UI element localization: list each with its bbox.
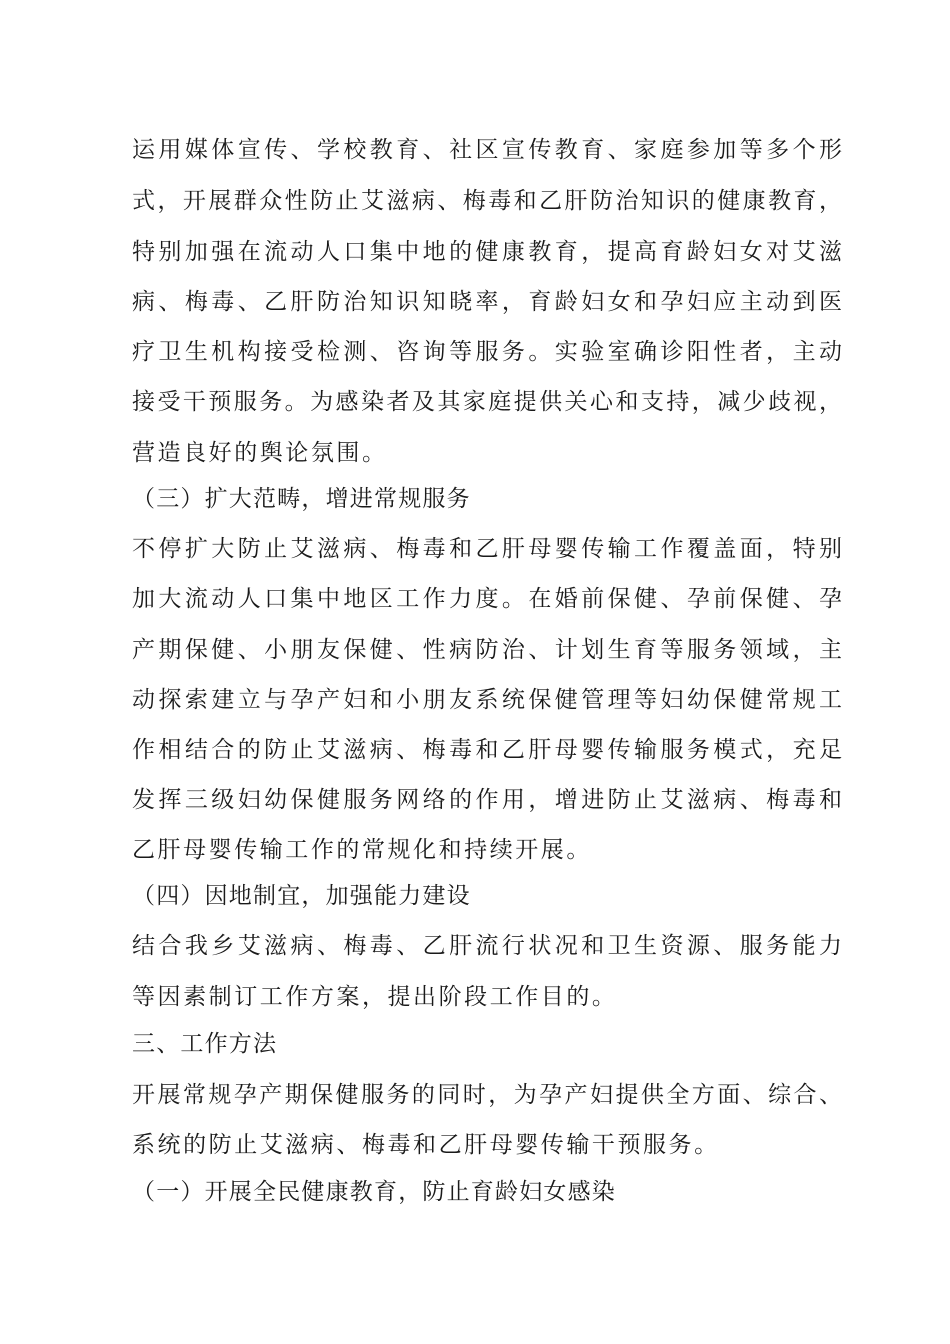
paragraph-line: 接受干预服务。为感染者及其家庭提供关心和支持，减少歧视， <box>132 389 842 415</box>
paragraph-line: 疗卫生机构接受检测、咨询等服务。实验室确诊阳性者，主动 <box>132 339 842 365</box>
paragraph-line: 动探索建立与孕产妇和小朋友系统保健管理等妇幼保健常规工 <box>132 687 842 713</box>
paragraph-line: 病、梅毒、乙肝防治知识知晓率，育龄妇女和孕妇应主动到医 <box>132 289 842 315</box>
paragraph-line: 式，开展群众性防止艾滋病、梅毒和乙肝防治知识的健康教育， <box>132 188 842 214</box>
paragraph-line: 开展常规孕产期保健服务的同时，为孕产妇提供全方面、综合、 <box>132 1082 842 1108</box>
paragraph-line: 发挥三级妇幼保健服务网络的作用，增进防止艾滋病、梅毒和 <box>132 787 842 813</box>
paragraph-line: 乙肝母婴传输工作的常规化和持续开展。 <box>132 837 592 863</box>
paragraph-line: 不停扩大防止艾滋病、梅毒和乙肝母婴传输工作覆盖面，特别 <box>132 536 842 562</box>
paragraph-line: 结合我乡艾滋病、梅毒、乙肝流行状况和卫生资源、服务能力 <box>132 933 842 959</box>
paragraph-line: 产期保健、小朋友保健、性病防治、计划生育等服务领域，主 <box>132 637 842 663</box>
section-heading: （四）因地制宜，加强能力建设 <box>132 883 471 909</box>
paragraph-line: 营造良好的舆论氛围。 <box>132 440 388 466</box>
paragraph-line: 特别加强在流动人口集中地的健康教育，提高育龄妇女对艾滋 <box>132 239 842 265</box>
section-heading: （一）开展全民健康教育，防止育龄妇女感染 <box>132 1179 616 1205</box>
paragraph-line: 加大流动人口集中地区工作力度。在婚前保健、孕前保健、孕 <box>132 586 842 612</box>
section-heading: 三、工作方法 <box>132 1031 278 1057</box>
paragraph-line: 运用媒体宣传、学校教育、社区宣传教育、家庭参加等多个形 <box>132 137 842 163</box>
paragraph-line: 作相结合的防止艾滋病、梅毒和乙肝母婴传输服务模式，充足 <box>132 737 842 763</box>
paragraph-line: 系统的防止艾滋病、梅毒和乙肝母婴传输干预服务。 <box>132 1132 720 1158</box>
paragraph-line: 等因素制订工作方案，提出阶段工作目的。 <box>132 984 618 1010</box>
section-heading: （三）扩大范畴，增进常规服务 <box>132 486 471 512</box>
